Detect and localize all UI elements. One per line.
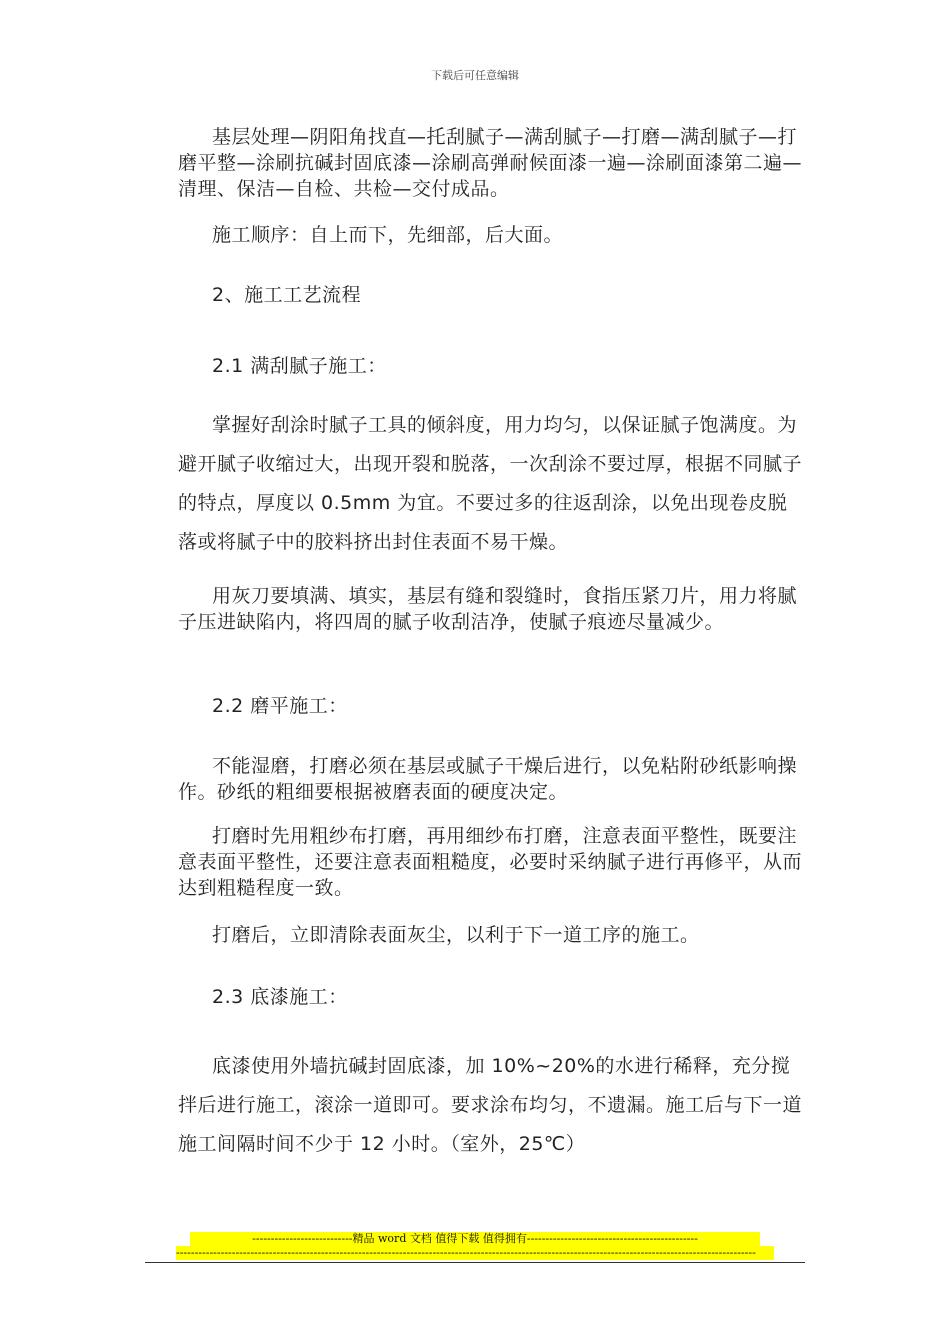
heading-section-2: 2、施工工艺流程: [212, 284, 362, 306]
heading-section-2-3: 2.3 底漆施工：: [212, 986, 348, 1008]
paragraph-construction-order: 施工顺序：自上而下，先细部，后大面。: [212, 224, 564, 246]
paragraph-putty-knife: 用灰刀要填满、填实，基层有缝和裂缝时，食指压紧刀片，用力将腻子压进缺陷内，将四周的腻子收刮洁净，使腻子痕迹尽量减少。: [178, 585, 798, 633]
footer-banner-dashes: ------------------------------------------------------------------------------------------------------------------------------------------------------------: [176, 1246, 774, 1260]
paragraph-dust-removal: 打磨后，立即清除表面灰尘，以利于下一道工序的施工。: [212, 924, 700, 946]
paragraph-sanding-method: 打磨时先用粗纱布打磨，再用细纱布打磨，注意表面平整性，既要注意表面平整性，还要注意表面粗糙度，必要时采纳腻子进行再修平，从而达到粗糙程度一致。: [178, 825, 803, 899]
paragraph-putty-technique: 掌握好刮涂时腻子工具的倾斜度，用力均匀，以保证腻子饱满度。为避开腻子收缩过大，出现开裂和脱落，一次刮涂不要过厚，根据不同腻子的特点，厚度以 0.5mm 为宜。不要过多的往返刮涂，以免出现卷皮脱落或将腻子中的胶料挤出封住表面不易干燥。: [178, 414, 803, 553]
paragraph-process-flow: 基层处理—阴阳角找直—托刮腻子—满刮腻子—打磨—满刮腻子—打磨平整—涂刷抗碱封固底漆—涂刷高弹耐候面漆一遍—涂刷面漆第二遍—清理、保洁—自检、共检—交付成品。: [178, 126, 803, 200]
header-note: 下载后可任意编辑: [431, 69, 519, 82]
heading-section-2-2: 2.2 磨平施工：: [212, 695, 348, 717]
paragraph-sanding-dry: 不能湿磨，打磨必须在基层或腻子干燥后进行，以免粘附砂纸影响操作。砂纸的粗细要根据被磨表面的硬度决定。: [178, 755, 798, 803]
footer-rule: [145, 1262, 805, 1263]
heading-section-2-1: 2.1 满刮腻子施工：: [212, 355, 387, 377]
footer-banner-text: ---------------------------精品 word 文档 值得下载 值得拥有----------------------------------------------: [190, 1232, 760, 1246]
paragraph-primer: 底漆使用外墙抗碱封固底漆，加 10%~20%的水进行稀释，充分搅拌后进行施工，滚涂一道即可。要求涂布均匀，不遗漏。施工后与下一道施工间隔时间不少于 12 小时。（室外，25℃）: [178, 1055, 803, 1155]
